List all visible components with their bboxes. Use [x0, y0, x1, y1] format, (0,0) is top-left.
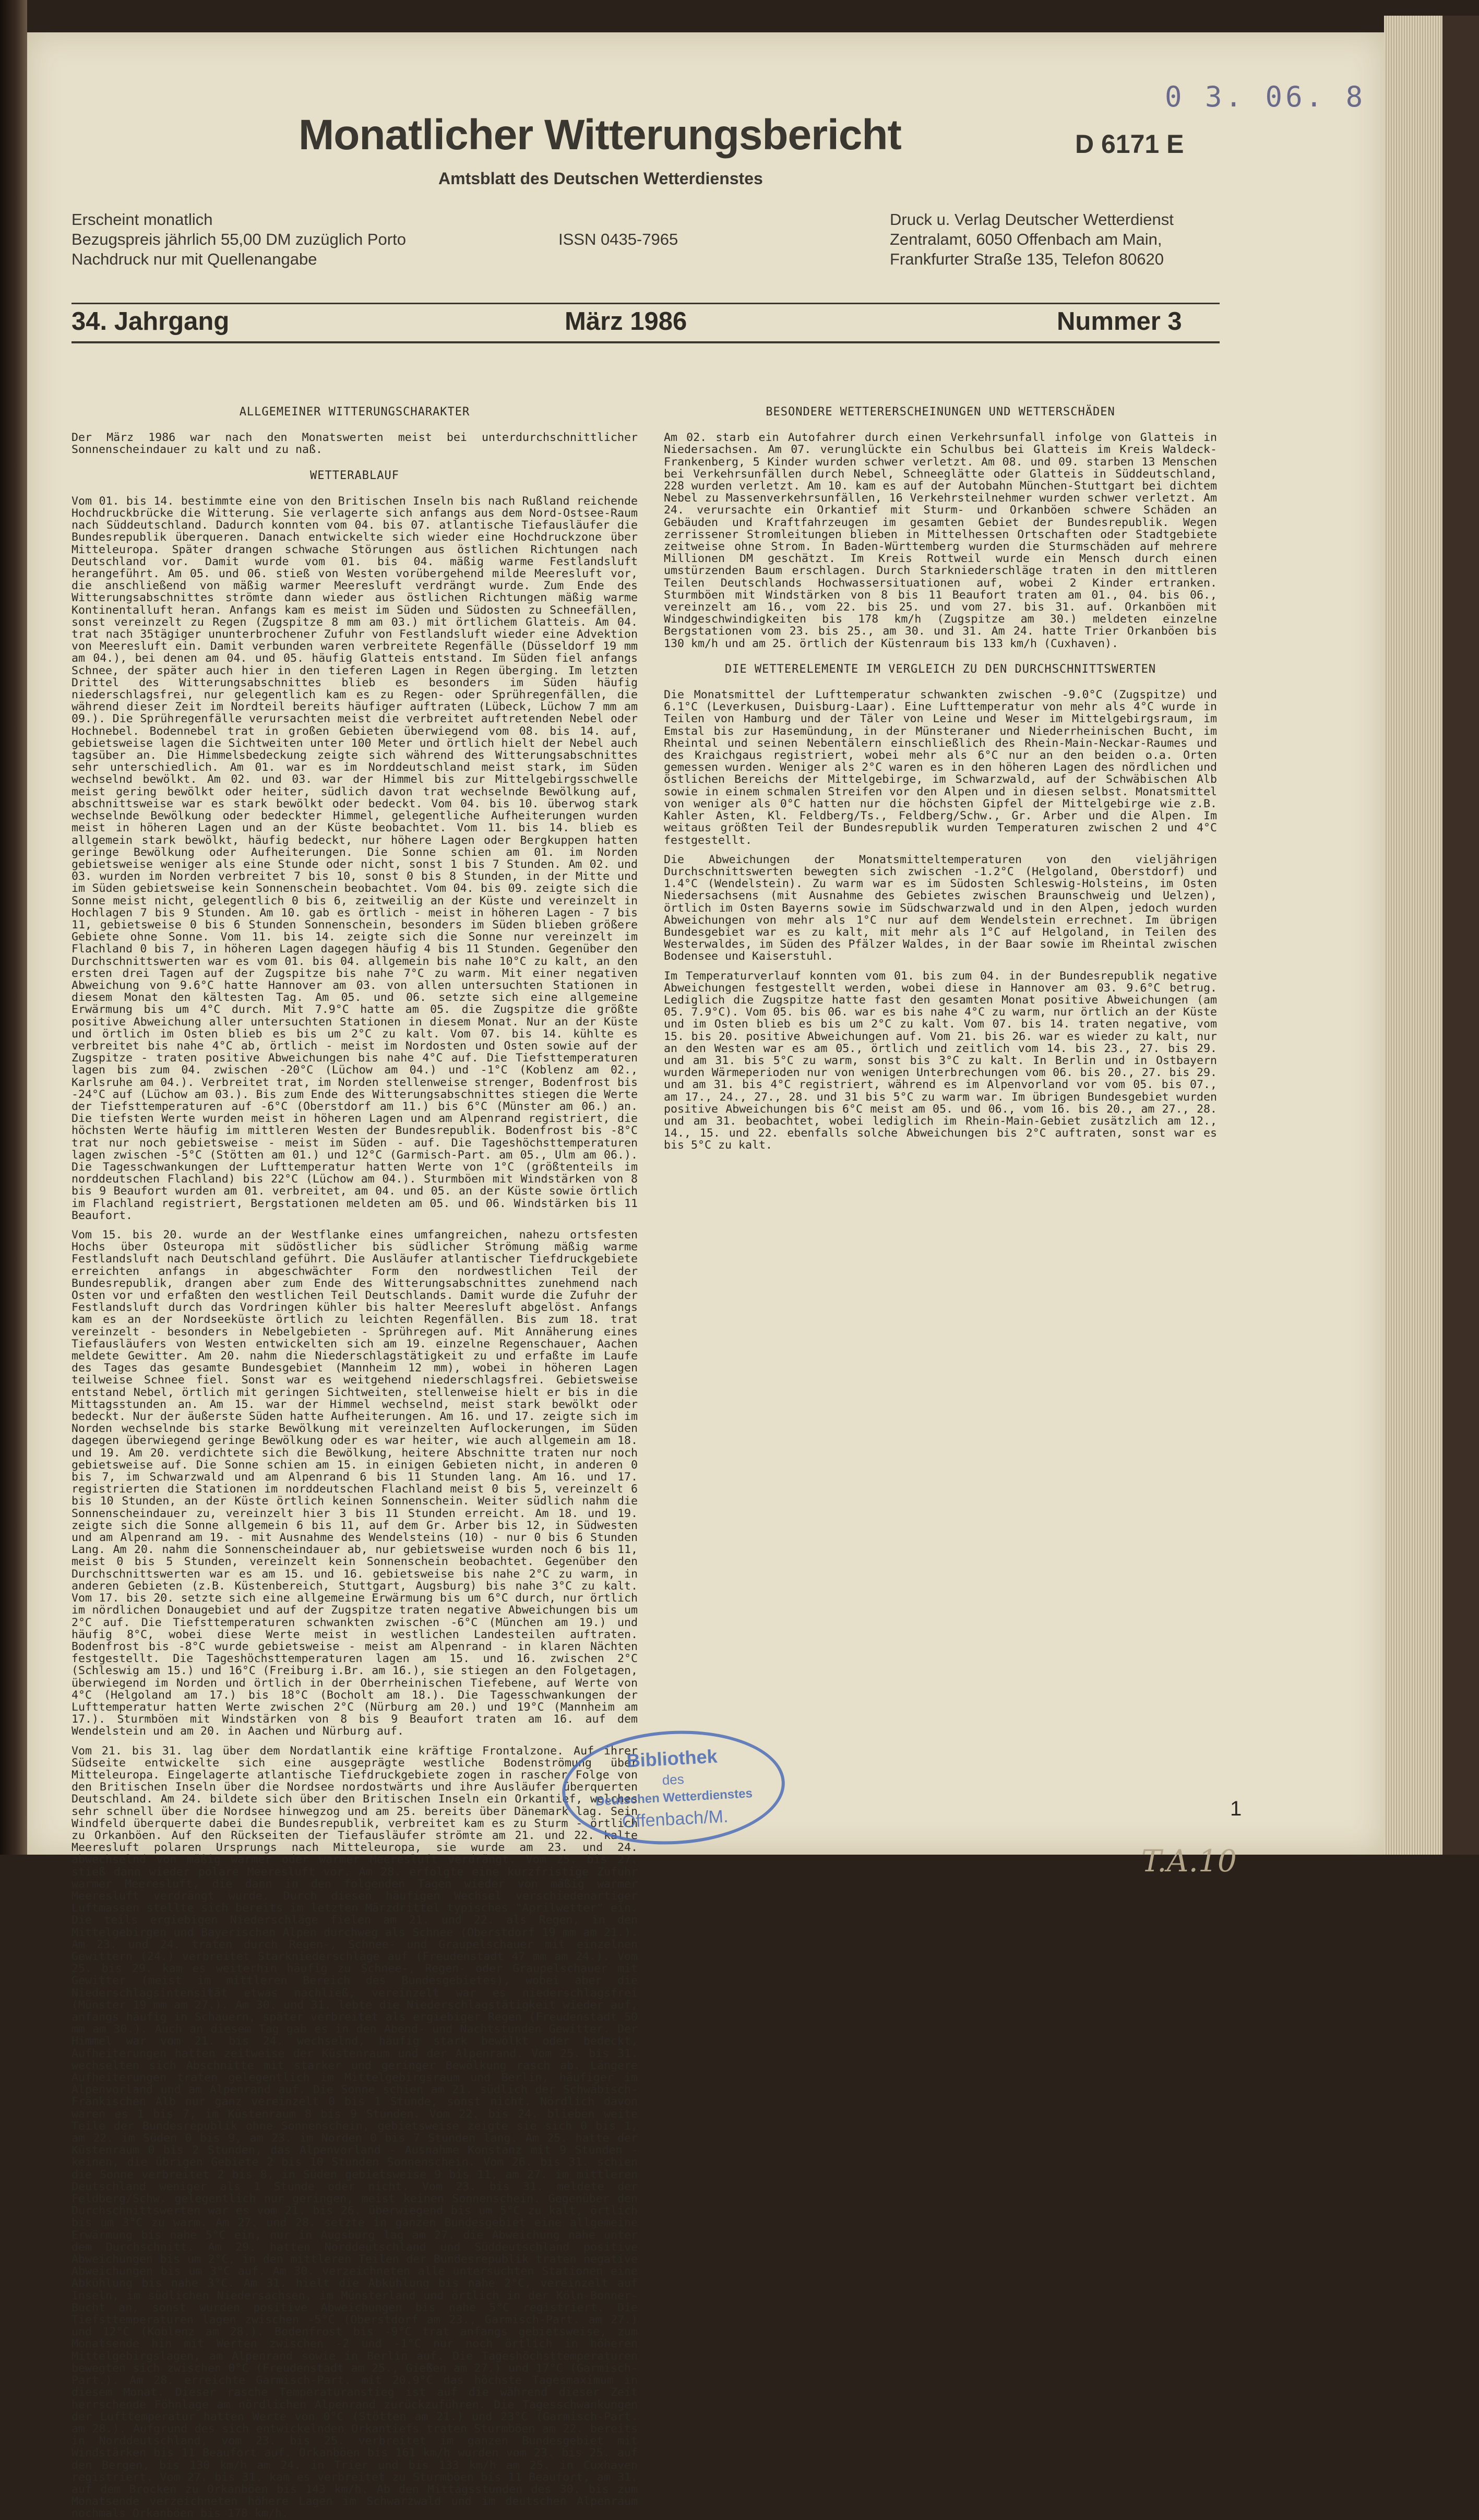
weather-course-paragraph: Vom 01. bis 14. bestimmte eine von den Britischen Inseln bis nach Rußland reichende Hochdruckbrücke die Witterung. Sie verlagerte sich anfangs aus dem Nord-Ostsee-Raum nach Süddeutschland. Dadurch konnten vom 04. bis 07. atlantische Tiefausläufer die Bundesrepublik überqueren. Danach entwickelte sich wieder eine Hochdruckzone über Mitteleuropa. Später drangen schwache Störungen aus östlichen Richtungen nach Deutschland vor. Damit wurde vom 01. bis 04. mäßig warme Festlandsluft herangeführt. Am 05. und 06. stieß von Westen vorübergehend milde Meeresluft vor, die anschließend von mäßig warmer Meeresluft verdrängt wurde. Zum Ende des Witterungsabschnittes strömte dann wieder aus östlichen Richtungen mäßig warme Kontinentalluft heran. Anfangs kam es meist im Süden und Südosten zu Schneefällen, sonst vereinzelt zu Regen (Zugspitze 8 mm am 03.) mit örtlichem Glatteis. Am 04. trat nach 35tägiger ununterbrochener Zufuhr von Festlandsluft wieder eine Advektion von Meeresluft ein. Damit verbunden waren verbreitete Regenfälle (Düsseldorf 19 mm am 04.), bei denen am 04. und 05. häufig Glatteis entstand. Im Süden fiel anfangs Schnee, der später auch hier in den tieferen Lagen in Regen überging. Im letzten Drittel des Witterungsabschnittes blieb es besonders im Süden häufig niederschlagsfrei, nur gelegentlich kam es zu Regen- oder Sprühregenfällen, die während dieser Zeit im Nordteil bereits häufiger auftraten (Lübeck, Lüchow 7 mm am 09.). Die Sprühregenfälle verursachten meist die verbreitet auftretenden Nebel oder Hochnebel. Bodennebel trat in großen Gebieten überwiegend vom 08. bis 14. auf, gebietsweise lagen die Sichtweiten unter 100 Meter und örtlich hielt der Nebel auch tagsüber an. Die Himmelsbedeckung zeigte sich während des Witterungsabschnittes sehr unterschiedlich. Am 01. war es im Norddeutschland meist stark, im Süden wechselnd bewölkt. Am 02. und 03. war der Himmel bis zur Mittelgebirgsschwelle meist gering bewölkt oder heiter, südlich davon trat wechselnde Bewölkung auf, abschnittsweise war es stark bewölkt oder bedeckt. Vom 04. bis 10. überwog stark wechselnde Bewölkung oder bedeckter Himmel, gelegentliche Aufheiterungen wurden meist in höheren Lagen und an der Küste beobachtet. Vom 11. bis 14. blieb es allgemein stark bewölkt, häufig bedeckt, nur höhere Lagen oder Bergkuppen hatten geringe Bewölkung oder Aufheiterungen. Die Sonne schien am 01. im Norden gebietsweise weniger als eine Stunde oder nicht, sonst 1 bis 7 Stunden. Am 02. und 03. wurden im Norden verbreitet 7 bis 10, sonst 0 bis 8 Stunden, in der Mitte und im Süden gebietsweise kein Sonnenschein beobachtet. Vom 04. bis 09. zeigte sich die Sonne meist nicht, gelegentlich 0 bis 6, zeitweilig an der Küste und vereinzelt in Hochlagen 7 bis 9 Stunden. Am 10. gab es örtlich - meist in höheren Lagen - 7 bis 11, gebietsweise 0 bis 6 Stunden Sonnenschein, besonders im Süden blieben größere Gebiete ohne Sonne. Vom 11. bis 14. zeigte sich die Sonne nur vereinzelt im Flachland 0 bis 7, in höheren Lagen dagegen häufig 4 bis 11 Stunden. Gegenüber den Durchschnittswerten war es vom 01. bis 04. allgemein bis nahe 10°C zu kalt, an den ersten drei Tagen auf der Zugspitze bis nahe 7°C zu warm. Mit einer negativen Abweichung von 9.6°C hatte Hannover am 03. von allen untersuchten Stationen in diesem Monat den kältesten Tag. Am 05. und 06. setzte sich eine allgemeine Erwärmung bis um 4°C durch. Mit 7.9°C hatte am 05. die Zugspitze die größte positive Abweichung aller untersuchten Stationen in diesem Monat. Nur an der Küste und örtlich im Osten blieb es bis um 2°C zu kalt. Vom 07. bis 14. kühlte es verbreitet bis nahe 4°C ab, örtlich - meist im Nordosten und Osten sowie auf der Zugspitze - traten positive Abweichungen bis nahe 4°C auf. Die Tiefsttemperaturen lagen bis zum 04. zwischen -20°C (Lüchow am 04.) und -1°C (Koblenz am 02., Karlsruhe am 04.). Verbreitet trat, im Norden stellenweise strenger, Bodenfrost bis -24°C auf (Lüchow am 03.). Bis zum Ende des Witterungsabschnittes stiegen die Werte der Tiefsttemperaturen auf -6°C (Oberstdorf am 11.) bis 6°C (Münster am 06.) an. Die tiefsten Werte wurden meist in höheren Lagen und am Alpenrand registriert, die höchsten Werte häufig im mittleren Westen der Bundesrepublik. Bodenfrost bis -8°C trat nur noch gebietsweise - meist im Süden - auf. Die Tageshöchsttemperaturen lagen zwischen -5°C (Stötten am 01.) und 12°C (Garmisch-Part. am 05., Ulm am 06.). Die Tagesschwankungen der Lufttemperatur hatten Werte von 1°C (größtenteils im norddeutschen Flachland) bis 22°C (Lüchow am 04.). Sturmböen mit Windstärken von 8 bis 9 Beaufort wurden am 01. verbreitet, am 04. und 05. an der Küste sowie örtlich im Flachland registriert, Bergstationen meldeten am 05. und 06. Windstärken bis 11 Beaufort. [71, 494, 638, 1222]
info-line: Bezugspreis jährlich 55,00 DM zuzüglich Porto [71, 230, 406, 248]
weather-course-paragraph: Vom 15. bis 20. wurde an der Westflanke eines umfangreichen, nahezu ortsfesten Hochs über Osteuropa mit südöstlicher bis südlicher Strömung mäßig warme Festlandsluft nach Deutschland geführt. Die Ausläufer atlantischer Tiefdruckgebiete erreichten anfangs in abgeschwächter Form den nordwestlichen Teil der Bundesrepublik, drangen aber zum Ende des Witterungsabschnittes zunehmend nach Osten vor und erfaßten den westlichen Teil Deutschlands. Damit wurde die Zufuhr der Festlandsluft durch das Vordringen kühler bis halter Meeresluft abgelöst. Anfangs kam es an der Nordseeküste örtlich zu leichten Regenfällen. Bis zum 18. trat vereinzelt - besonders in Nebelgebieten - Sprühregen auf. Mit Annäherung eines Tiefausläufers von Westen entwickelten sich am 19. einzelne Regenschauer, Aachen meldete Gewitter. Am 20. nahm die Niederschlagstätigkeit zu und erfaßte im Laufe des Tages das gesamte Bundesgebiet (Mannheim 12 mm), wobei in höheren Lagen teilweise Schnee fiel. Sonst war es weitgehend niederschlagsfrei. Gebietsweise entstand Nebel, örtlich mit geringen Sichtweiten, stellenweise hielt er bis in die Mittagsstunden an. Am 15. war der Himmel wechselnd, meist stark bewölkt oder bedeckt. Nur der äußerste Süden hatte Aufheiterungen. Am 16. und 17. zeigte sich im Norden wechselnde bis starke Bewölkung mit vereinzelten Auflockerungen, im Süden dagegen überwiegend geringe Bewölkung oder es war heiter, wie auch allgemein am 18. und 19. Am 20. verdichtete sich die Bewölkung, heitere Abschnitte traten nur noch gebietsweise auf. Die Sonne schien am 15. in einigen Gebieten nicht, in anderen 0 bis 7, im Schwarzwald und am Alpenrand 6 bis 11 Stunden lang. Am 16. und 17. registrierten die Stationen im norddeutschen Flachland meist 0 bis 5, vereinzelt 6 bis 10 Stunden, an der Küste örtlich keinen Sonnenschein. Weiter südlich nahm die Sonnenscheindauer zu, vereinzelt hier 3 bis 11 Stunden erreicht. Am 18. und 19. zeigte sich die Sonne allgemein 6 bis 11, auf dem Gr. Arber bis 12, in Südwesten und am Alpenrand am 19. - mit Ausnahme des Wendelsteins (10) - nur 0 bis 6 Stunden Lang. Am 20. nahm die Sonnenscheindauer ab, nur gebietsweise wurden noch 6 bis 11, meist 0 bis 5 Stunden, vereinzelt kein Sonnenschein beobachtet. Gegenüber den Durchschnittswerten war es am 15. und 16. gebietsweise bis nahe 2°C zu warm, in anderen Gebieten (z.B. Küstenbereich, Stuttgart, Augsburg) bis nahe 3°C zu kalt. Vom 17. bis 20. setzte sich eine allgemeine Erwärmung bis um 6°C durch, nur örtlich im nördlichen Donaugebiet und auf der Zugspitze traten negative Abweichungen bis um 2°C auf. Die Tiefsttemperaturen schwankten zwischen -6°C (München am 19.) und häufig 8°C, wobei diese Werte meist in westlichen Landesteilen auftraten. Bodenfrost bis -8°C wurde gebietsweise - meist am Alpenrand - in klaren Nächten festgestellt. Die Tageshöchsttemperaturen lagen am 15. und 16. zwischen 2°C (Schleswig am 15.) und 16°C (Freiburg i.Br. am 16.), sie stiegen an den Folgetagen, überwiegend im Norden und örtlich in der Oberrheinischen Tiefebene, auf Werte von 4°C (Helgoland am 17.) bis 18°C (Bocholt am 18.). Die Tagesschwankungen der Lufttemperatur hatten Werte zwischen 2°C (Nürburg am 20.) und 19°C (Mannheim am 17.). Sturmböen mit Windstärken von 8 bis 9 Beaufort traten am 16. auf dem Wendelstein und am 20. in Aachen und Nürburg auf. [71, 1228, 638, 1738]
comparison-heading: DIE WETTERELEMENTE IM VERGLEICH ZU DEN DURCHSCHNITTSWERTEN [724, 662, 1156, 676]
postal-code: D 6171 E [1075, 129, 1184, 159]
publisher-info [890, 210, 1174, 269]
publication-title: Monatlicher Witterungsbericht [299, 111, 901, 159]
info-line: Erscheint monatlich [71, 210, 213, 229]
stamp-line: Deutschen Wetterdienstes [595, 1786, 753, 1809]
right-column [664, 392, 1217, 1775]
publisher-line: Zentralamt, 6050 Offenbach am Main, [890, 230, 1162, 248]
page-edges [1384, 16, 1479, 1855]
stamp-line: des [661, 1771, 685, 1788]
special-events-text: Am 02. starb ein Autofahrer durch einen Verkehrsunfall infolge von Glatteis in Niedersachsen. Am 07. verunglückte ein Schulbus bei Glatteis im Kreis Waldeck-Frankenberg, 5 Kinder wurden schwer verletzt. Am 08. und 09. starben 13 Menschen bei Verkehrsunfällen durch Nebel, Schneeglätte oder Glatteis in Süddeutschland, 228 wurden verletzt. Am 10. kam es auf der Autobahn München-Stuttgart bei dichtem Nebel zu Massenverkehrsunfällen, 16 Verkehrsteilnehmer wurden schwer verletzt. Am 24. verursachte ein Orkantief mit Sturm- und Orkanböen schwere Schäden an Gebäuden und Kraftfahrzeugen im gesamten Gebiet der Bundesrepublik. Wegen zerrissener Stromleitungen blieben in Mittelhessen Ortschaften oder Stadtgebiete zeitweise ohne Strom. In Baden-Württemberg wurden die Sturmschäden auf mehrere Millionen DM geschätzt. Im Kreis Rottweil wurde ein Mensch durch einen umstürzenden Baum erschlagen. Durch Starkniederschläge traten in den mittleren Teilen Deutschlands Hochwassersituationen auf, wobei 2 Kinder ertranken. Sturmböen mit Windstärken von 8 bis 11 Beaufort traten am 01., 04. bis 06., vereinzelt am 16., vom 22. bis 25. und vom 27. bis 31. auf. Orkanböen mit Windgeschwindigkeiten bis 178 km/h (Zugspitze am 30.) meldeten einzelne Bergstationen vom 23. bis 25., am 30. und 31. Am 24. hatte Trier Orkanböen bis 130 km/h und am 25. örtlich der Küstenraum bis 133 km/h (Cuxhaven). [664, 431, 1217, 650]
handwritten-note: T.A.10 [1141, 1843, 1237, 1879]
general-text: Der März 1986 war nach den Monatswerten meist bei unterdurchschnittlicher Sonnenscheindauer zu kalt und zu naß. [71, 431, 638, 457]
book-binding [0, 0, 27, 1855]
issn: ISSN 0435-7965 [558, 230, 678, 248]
document-page [27, 32, 1384, 2520]
masthead-rule-top [71, 303, 1220, 304]
comparison-paragraph: Die Abweichungen der Monatsmitteltemperaturen von den vieljährigen Durchschnittswerten bewegten sich zwischen -1.2°C (Helgoland, Oberstdorf) und 1.4°C (Wendelstein). Zu warm war es im Südosten Schleswig-Holsteins, im Osten Niedersachsens (mit Ausnahme des Gebietes zwischen Braunschweig und Uelzen), örtlich im Osten Bayerns sowie im Südschwarzwald und in den Alpen, jedoch wurden Abweichungen von mehr als 1°C nur auf dem Wendelstein errechnet. Im übrigen Bundesgebiet war es zu kalt, mit mehr als 1°C auf Helgoland, in Teilen des Westerwaldes, im Süden des Pfälzer Waldes, in der Baar sowie im Rheintal zwischen Bodensee und Kaiserstuhl. [664, 853, 1217, 963]
comparison-paragraph: Im Temperaturverlauf konnten vom 01. bis zum 04. in der Bundesrepublik negative Abweichungen festgestellt werden, wobei diese in Hannover am 03. 9.6°C betrug. Lediglich die Zugspitze hatte fast den gesamten Monat positive Abweichungen (am 05. 7.9°C). Vom 05. bis 06. war es bis nahe 4°C zu warm, nur örtlich an der Küste und im Osten blieb es bis um 2°C zu kalt. Vom 07. bis 14. traten negative, vom 15. bis 20. positive Abweichungen auf. Vom 21. bis 26. war es wieder zu kalt, nur an den Westen war es am 05., örtlich und zeitlich vom 14. bis 23., 27. bis 29. und am 31. bis 5°C zu warm, sonst bis 3°C zu kalt. In Berlin und in Ostbayern wurden Wärmeperioden nur von wenigen Unterbrechungen vom 06. bis 20., 27. bis 29. und am 31. bis 4°C registriert, während es im Alpenvorland vor vom 05. bis 07., am 17., 24., 27., 28. und 31 bis 5°C zu warm war. Im übrigen Bundesgebiet wurden positive Abweichungen bis 6°C meist am 05. und 06., vom 16. bis 20., am 27., 28. und am 31. beobachtet, wobei lediglich im Rhein-Main-Gebiet zusätzlich am 12., 14., 15. und 22. ebenfalls solche Abweichungen bis 2°C auftraten, sonst war es bis 5°C zu kalt. [664, 969, 1217, 1152]
book-spine [1442, 16, 1479, 1855]
publication-subtitle: Amtsblatt des Deutschen Wetterdienstes [438, 169, 763, 188]
issue-line [71, 307, 1241, 336]
left-column [71, 392, 638, 2520]
masthead-rule-bottom [71, 341, 1220, 343]
volume: 34. Jahrgang [71, 307, 230, 336]
issue-number: Nummer 3 [1057, 307, 1182, 336]
receipt-date-stamp: 0 3. 06. 8 [1165, 80, 1366, 113]
info-line: Nachdruck nur mit Quellenangabe [71, 250, 317, 268]
publication-info [71, 210, 406, 269]
weather-course-paragraph: Vom 21. bis 31. lag über dem Nordatlantik eine kräftige Frontalzone. Auf ihrer Südseite entwickelte sich eine ausgeprägte westliche Bodenströmung über Mitteleuropa. Eingelagerte atlantische Tiefdruckgebiete zogen in rascher Folge von den Britischen Inseln über die Nordsee nordostwärts und ihre Ausläufer überquerten Deutschland. Am 24. bildete sich über den Britischen Inseln ein Orkantief, welches sehr schnell über die Nordsee hinwegzog und am 25. bereits über Dänemark lag. Sein Windfeld überquerte dabei die Bundesrepublik, verbreitet kam es zu Sturm - örtlich zu Orkanböen. Auf den Rückseiten der Tiefausläufer strömte am 21. und 22. kalte Meeresluft polaren Ursprungs nach Mitteleuropa, sie wurde am 23. und 24. abwechselnd von mäßig warmer oder warmer Meeresluft verdrängt. Vom 25. bis 27. stieß dann wieder polare Meeresluft vor. Am 28. erfolgte eine kurzfristige Zufuhr warmer Meeresluft, die dann in den folgenden Tagen wieder von mäßig warmer Meeresluft verdrängt wurde. Durch diesen häufigen Wechsel verschiedenartiger Luftmassen stellte sich bereits im letzten Märzdrittel typisches "Aprilwetter" ein. Die teils ergiebigen Niederschläge fielen am 21. und 22. als Regen, in den Mittelgebirgen und Bayerischen Alpen durchweg als Schnee (Oberstdorf 19 mm am 21.). Am 23. und 24. traten durch Regen-, Schnee- und Graupelschauer mit einzelnen Gewittern (24.) verbreitet Starkniederschläge auf (Freudenstadt 47 mm am 24.). Vom 25. bis 29. kam es weiterhin häufig zu Schnee-, Regen- oder Graupelschauer mit Gewitter (meist im mittleren Bereich des Bundesgebietes), wobei aber die Niederschlagsintensität etwas nachließ, vereinzelt war es niederschlagsfrei (Münster 19 mm am 27.). Am 30. und 31. lebte die Niederschlagstätigkeit wieder auf, anfangs häufig in Schauern, später verbreitet als ergiebiger Regen (Freudenstadt 50 mm am 30.). Auch an diesem Tag gab es in den Abend- und Nachtstunden Gewitter. Der Himmel war vom 21. bis 24. wechselnd, häufig stark bewölkt oder bedeckt, Aufheiterungen hatten zeitweise der Küstenraum und der Alpenrand. Vom 25. bis 31. wechselten sich Abschnitte mit starker und geringer Bewölkung rasch ab. Längere Aufheiterungen traten gelegentlich im Mittelgebirgsraum und Berlin, häufiger im Alpenvorland und am Alpenrand auf. Die Sonne schien am 21. südlich der Schwäbisch-Fränkischen Alb nur ganz vereinzelt 0 bis 1 Stunde, sonst nicht. Nördlich davon waren es 1 bis 7, im Küstenraum 8 bis 9 Stunden. Vom 22. bis 24. blieben weite Teile der Bundesrepublik ohne Sonnenschein, gebietsweise zeigte sie sich 0 bis 1, am 22. im Süden 0 bis 9, am 23. im Norden 0 bis 7 Stunden lang. Am 25. hatte der Küstenraum 0 bis 2 Stunden, das Alpenvorland - Ausnahme Konstanz mit 9 Stunden - keinen, die übrigen Gebiete 2 bis 10 Stunden Sonnenschein. Vom 26. bis 31. schien die Sonne verbreitet 2 bis 8, in Süden gebietsweise 9 bis 11, am 27. im mittleren Deutschland weniger als 1 Stunde oder nicht. Vom 23. bis 31. meldete der Feldberg/Schw. gelegentlich nur geringen, meist keinen Sonnenschein. Gegenüber den Durchschnittswerten war es vom 21. bis 26. überwiegend bis um 5°C zu kalt, örtlich bis um 3°C zu warm. Am 27. und 28. setzte in ganzen Bundesgebiet eine allgemeine Erwärmung bis nahe 5°C ein, nur in Augsburg lag am 27. die Abweichung nahe unter dem Durchschnitt. Am 29. hatten Norddeutschland und Süddeutschland positive Abweichungen bis um 2°C, in den mittleren Teilen der Bundesrepublik traten negative Abweichungen bis um 3°C auf. Am 30. verzeichneten alle untersuchten Stationen eine Abkühlung bis nahe 3°C. Am 31. hielt die Abkühlung bis nahe 2°C, vereinzelt auf Inseln, im südlichen Niedersachsen, im Münsterland und örtlich in der Köln-Bonner-Bucht an, sonst wurden positive Abweichungen bis nahe 5°C registriert. Die Tiefsttemperaturen lagen zwischen -5°C (Oberstdorf am 23., Garmisch-Part. am 27.) und 12°C (Koblenz am 28.). Bodenfrost bis -9°C trat anfangs gebietsweise, zum Monatsende hin mit Werten zwischen -2 und -1°C nur noch örtlich in höheren Mittelgebirgslagen, am Alpenrand sowie in Berlin auf. Die Tageshöchsttemperaturen bewegten sich zwischen 0°C (Freudenstadt am 25., Gießen am 27.) und 17°C (Garmisch-Part.). Am 28. erreichte Garmisch-Part. mit 20.9°C das höchste Tagesmaximum in diesem Monat. Dieser rasche Temperaturanstieg ist auf die während dieser Zeit herrschende Föhnlage am nördlichen Alpenrand zurückzuführen. Die Tagesschwankungen der Lufttemperatur hatten Werte von 0°C (Stötten am 21.) und 23°C (Garmisch-Part. am 28.). Aufgrund des sich entwickelnden Orkantiefs traten Sturmböen am 22. bereits in Norddeutschland, vom 23. bis 25. verbreitet im ganzen Bundesgebiet mit Windstärken bis 11 Beaufort auf. Orkanböen bis 161 km/h wurden vom 23. bis 25. auf den Bergen, bis 130 km/h am 24. in Trier und bis 133 km/h am 25. in Cuxhaven registriert. Vom 27. bis 31. kam es verbreitet zu Sturmböen bis 11 Beaufort, am 31. auf dem Brocken zu Orkanböen bis 143 km/h. Ab den Mittagsstunden des 30. bis zum Monatsende verzeichneten höhere Lagen im Schwarzwald und im deutschen Alpenraum nochmals Orkanböen bis 178 km/h. [71, 1744, 638, 2520]
page-number: 1 [1230, 1797, 1242, 1820]
weather-course-heading: WETTERABLAUF [310, 469, 399, 482]
comparison-paragraph: Die Monatsmittel der Lufttemperatur schwankten zwischen -9.0°C (Zugspitze) und 6.1°C (Leverkusen, Duisburg-Laar). Eine Lufttemperatur von mehr als 4°C wurde in Teilen von Hamburg und der Täler von Leine und Weser im Mittelgebirgsraum, im Emstal bis zur Hasemündung, in der Münsteraner und Niederrheinischen Bucht, im Rheintal und seinen Nebentälern einschließlich des Rhein-Main-Neckar-Raumes und des Kraichgaus registriert, wobei mehr als 6°C nur an den beiden o.a. Orten gemessen wurden. Weniger als 2°C waren es in den höheren Lagen des nördlichen und östlichen Bereichs der Mittelgebirge, im Schwarzwald, auf der Schwäbischen Alb sowie in einem schmalen Streifen vor den Alpen und in diesen selbst. Monatsmittel von weniger als 0°C hatten nur die höchsten Gipfel der Mittelgebirge wie z.B. Kahler Asten, Kl. Feldberg/Ts., Feldberg/Schw., Gr. Arber und die Alpen. Im weitaus größten Teil der Bundesrepublik wurden Temperaturen zwischen 2 und 4°C festgestellt. [664, 688, 1217, 847]
stamp-line: Bibliothek [626, 1745, 718, 1772]
stamp-line: Offenbach/M. [622, 1806, 729, 1832]
issue-date: März 1986 [565, 307, 687, 336]
general-heading: ALLGEMEINER WITTERUNGSCHARAKTER [239, 405, 470, 419]
publisher-line: Druck u. Verlag Deutscher Wetterdienst [890, 210, 1174, 229]
special-events-heading: BESONDERE WETTERERSCHEINUNGEN UND WETTERSCHÄDEN [766, 405, 1115, 419]
publisher-line: Frankfurter Straße 135, Telefon 80620 [890, 250, 1164, 268]
